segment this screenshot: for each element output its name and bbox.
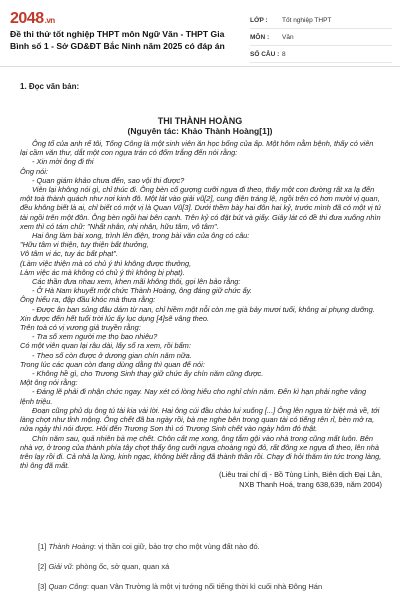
paragraph: "Hữu tâm vi thiện, tuy thiện bất thưởng, (20, 240, 149, 250)
paragraph: NXB Thanh Hoá, trang 638,639, năm 2004) (239, 479, 382, 489)
paragraph: - Xin mời ông đi thi (32, 157, 94, 167)
site-logo[interactable]: 2048.vn (10, 10, 55, 27)
paragraph: Viên lại không nói gì, chỉ thúc đi. Ông bèn cố gượng cưỡi ngựa đi theo, thấy một con đường rất xa lạ đến một toà thành quách như nơi kinh đô. Một lát vào giải vũ[2], cung điện tráng lệ, ngồi trên có hơn mười vị quan, đều không biết là ai, chỉ biết có một vị là Quan Vũ[3]. Dưới thềm bày hai đôn hai kỷ, trước mình đã có một vị tú tài ngồi trên một đôn. Ông bèn ngồi hai bên cạnh. Trên kỷ có đặt bút và giấy. Giây lát có đề thi đưa xuống nhìn xem thì có tám chữ: "Nhất nhân, nhị nhân, hữu tâm, vô tâm". (20, 185, 381, 231)
paragraph: (Liêu trai chí dị - Bồ Tùng Linh, Biên dịch Đại Lân, (219, 470, 382, 480)
paragraph: Chín năm sau, quả nhiên bà mẹ chết. Chôn cất mẹ xong, ông tắm gội vào nhà trong cũng mất luôn. Bên nhà vợ, ở trong của thành phía tây chợt thấy ông cưỡi ngựa choàng ngù đỏ, rất đông xe ngựa đi theo, lên nhà trên lạy rồi đi. Cả nhà lạ lùng, kinh ngạc, không biết rằng đã thành thần rồi. Chạy đi hỏi thăm tin tức trong làng, thì ông đã mất. (20, 433, 382, 471)
paragraph: Có một viên quan lại râu dài, lấy sổ ra xem, rồi bẩm: (20, 341, 191, 351)
footnote: [2] Giải vũ: phòng ốc, sở quan, quan xá (38, 562, 170, 571)
story-subtitle: (Nguyên tác: Khảo Thành Hoàng[1]) (127, 126, 273, 136)
paragraph: Đoạn cũng phủ dụ ông tú tài kia vài lời. Hai ông cúi đầu chào lui xuống [...] Ông lên ngựa từ biệt mà về, tới làng chợt như tỉnh mộng. Ông chết đã ba ngày rồi, bà mẹ nghe bên trong quan tài có tiếng rên rỉ, bèn mở ra, nửa ngày thì nói được. Hỏi đến Trương Sơn thì có Trương Sinh chết vào ngày hôm đó thật. (20, 405, 380, 434)
paragraph: Một ông nói rằng: (20, 378, 78, 388)
header (0, 0, 400, 67)
paragraph: - Không hề gì, cho Trương Sinh thay giữ chức ấy chín năm cũng được. (32, 369, 264, 379)
story-title: THI THÀNH HOÀNG (157, 116, 243, 126)
paragraph: - Ở Hà Nam khuyết một chức Thành Hoàng, ông đáng giữ chức ấy. (32, 286, 252, 296)
footnote: [3] Quan Công: quan Vân Trường là một vị tướng nổi tiếng thời kì cuối nhà Đông Hán (38, 582, 323, 591)
paragraph: - Được ân ban sủng đâu dám từ nan, chỉ hiềm một nỗi còn mẹ già bảy mươi tuổi, không ai phụng dưỡng. Xin được đến hết tuổi trời lúc ấy lục dụng [4]sẽ vâng theo. (20, 304, 375, 323)
meta-table (250, 12, 392, 63)
paragraph: Ông tổ của anh rể tôi, Tống Công là một sinh viên ăn học bổng của ấp. Một hôm nằm bệnh, thấy có viên lại cầm văn thư, dắt một con ngựa trán có đốm trắng đến nói rằng: (20, 139, 374, 158)
footnote: [1] Thành Hoàng: vị thần coi giữ, bảo trợ cho một vùng đất nào đó. (38, 542, 260, 551)
paragraph: - Theo số còn được ở dương gian chín năm nữa. (32, 350, 192, 360)
paragraph: Ông hiểu ra, đập đầu khóc mà thưa rằng: (20, 295, 156, 305)
paragraph: Trong lúc các quan còn đang dùng dằng thì quan đế nói: (20, 359, 205, 369)
paragraph: Làm việc ác mà không có chủ ý thì không bị phạt). (20, 267, 185, 277)
paragraph: Hai ông làm bài xong, trình lên điện, trong bài văn của ông có câu: (32, 231, 250, 241)
meta-row-count: SỐ CÂU : 8 (250, 46, 392, 63)
meta-row-class: LỚP : Tốt nghiệp THPT (250, 12, 392, 29)
paragraph: Trên toà có vị vương giả truyền rằng: (20, 323, 141, 333)
story-text (20, 139, 382, 489)
paragraph: - Đáng lẽ phải đi nhận chức ngay. Nay xét có lòng hiếu cho nghỉ chín năm. Đến kì hạn phải nghe vâng lệnh triệu. (20, 387, 367, 406)
paragraph: - Tra số xem người mẹ thọ bao nhiêu? (32, 332, 158, 342)
paragraph: Các thần đưa nhau xem, khen mãi không thôi, gọi lên bảo rằng: (32, 277, 241, 287)
footnotes (38, 542, 386, 600)
document-title: Đề thi thử tốt nghiệp THPT môn Ngữ Văn - THPT Gia Bình số 1 - Sở GD&ĐT Bắc Ninh năm 2025 có đáp án (10, 29, 225, 51)
paragraph: - Quan giám khảo chưa đến, sao vội thi được? (32, 175, 185, 185)
paragraph: (Làm việc thiện mà có chủ ý thì không được thưởng, (20, 258, 192, 268)
section-heading: 1. Đọc văn bản: (20, 82, 80, 91)
paragraph: Vô tâm vi ác, tuy ác bất phạt". (20, 249, 118, 259)
paragraph: Ông nói: (20, 166, 48, 176)
meta-row-subject: MÔN : Văn (250, 29, 392, 46)
